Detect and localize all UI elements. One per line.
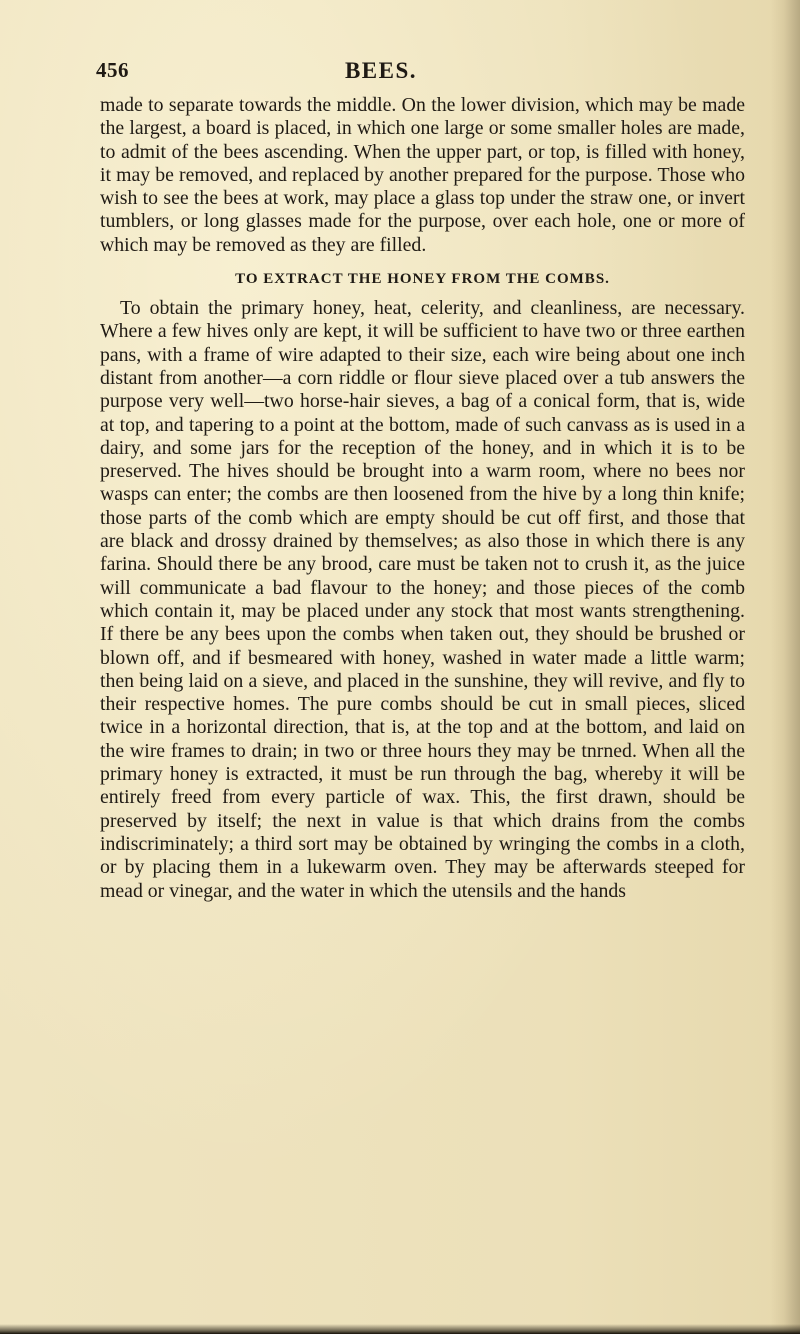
page-header (96, 58, 746, 86)
running-head: BEES. (344, 58, 418, 83)
page-body (100, 94, 745, 903)
body-paragraph-1: made to separate towards the middle. On the lower division, which may be made the largest, a board is placed, in which one large or some smaller holes are made, to admit of the bees ascending. When the upper part, or top, is filled with honey, it may be removed, and replaced by another prepared for the purpose. Those who wish to see the bees at work, may place a glass top under the straw one, or invert tumblers, or long glasses made for the purpose, over each hole, one or more of which may be removed as they are filled. (100, 94, 745, 256)
page-bottom-edge (0, 1324, 800, 1334)
section-heading: TO EXTRACT THE HONEY FROM THE COMBS. (235, 271, 610, 288)
page-number: 456 (96, 58, 129, 82)
page-gutter-shadow (770, 0, 800, 1334)
body-paragraph-2: To obtain the primary honey, heat, celerity, and cleanliness, are necessary. Where a few hives only are kept, it will be sufficient to have two or three earthen pans, with a frame of wire adapted to their size, each wire being about one inch distant from another—a corn riddle or flour sieve placed over a tub answers the purpose very well—two horse-hair sieves, a bag of a conical form, that is, wide at top, and tapering to a point at the bottom, made of such canvass as is used in a dairy, and some jars for the reception of the honey, and in which it is to be preserved. The hives should be brought into a warm room, where no bees nor wasps can enter; the combs are then loosened from the hive by a long thin knife; those parts of the comb which are empty should be cut off first, and those that are black and drossy drained by themselves; as also those in which there is any farina. Should there be any brood, care must be taken not to crush it, as the juice will communicate a bad flavour to the honey; and those pieces of the comb which contain it, may be placed under any stock that most wants strengthening. If there be any bees upon the combs when taken out, they should be brushed or blown off, and if besmeared with honey, washed in water made a little warm; then being laid on a sieve, and placed in the sunshine, they will revive, and fly to their respective homes. The pure combs should be cut in small pieces, sliced twice in a horizontal direction, that is, at the top and at the bottom, and laid on the wire frames to drain; in two or three hours they may be tnrned. When all the primary honey is extracted, it must be run through the bag, whereby it will be entirely freed from every particle of wax. This, the first drawn, should be preserved by itself; the next in value is that which drains from the combs indiscriminately; a third sort may be obtained by wringing the combs in a cloth, or by placing them in a lukewarm oven. They may be afterwards steeped for mead or vinegar, and the water in which the utensils and the hands (100, 297, 745, 902)
